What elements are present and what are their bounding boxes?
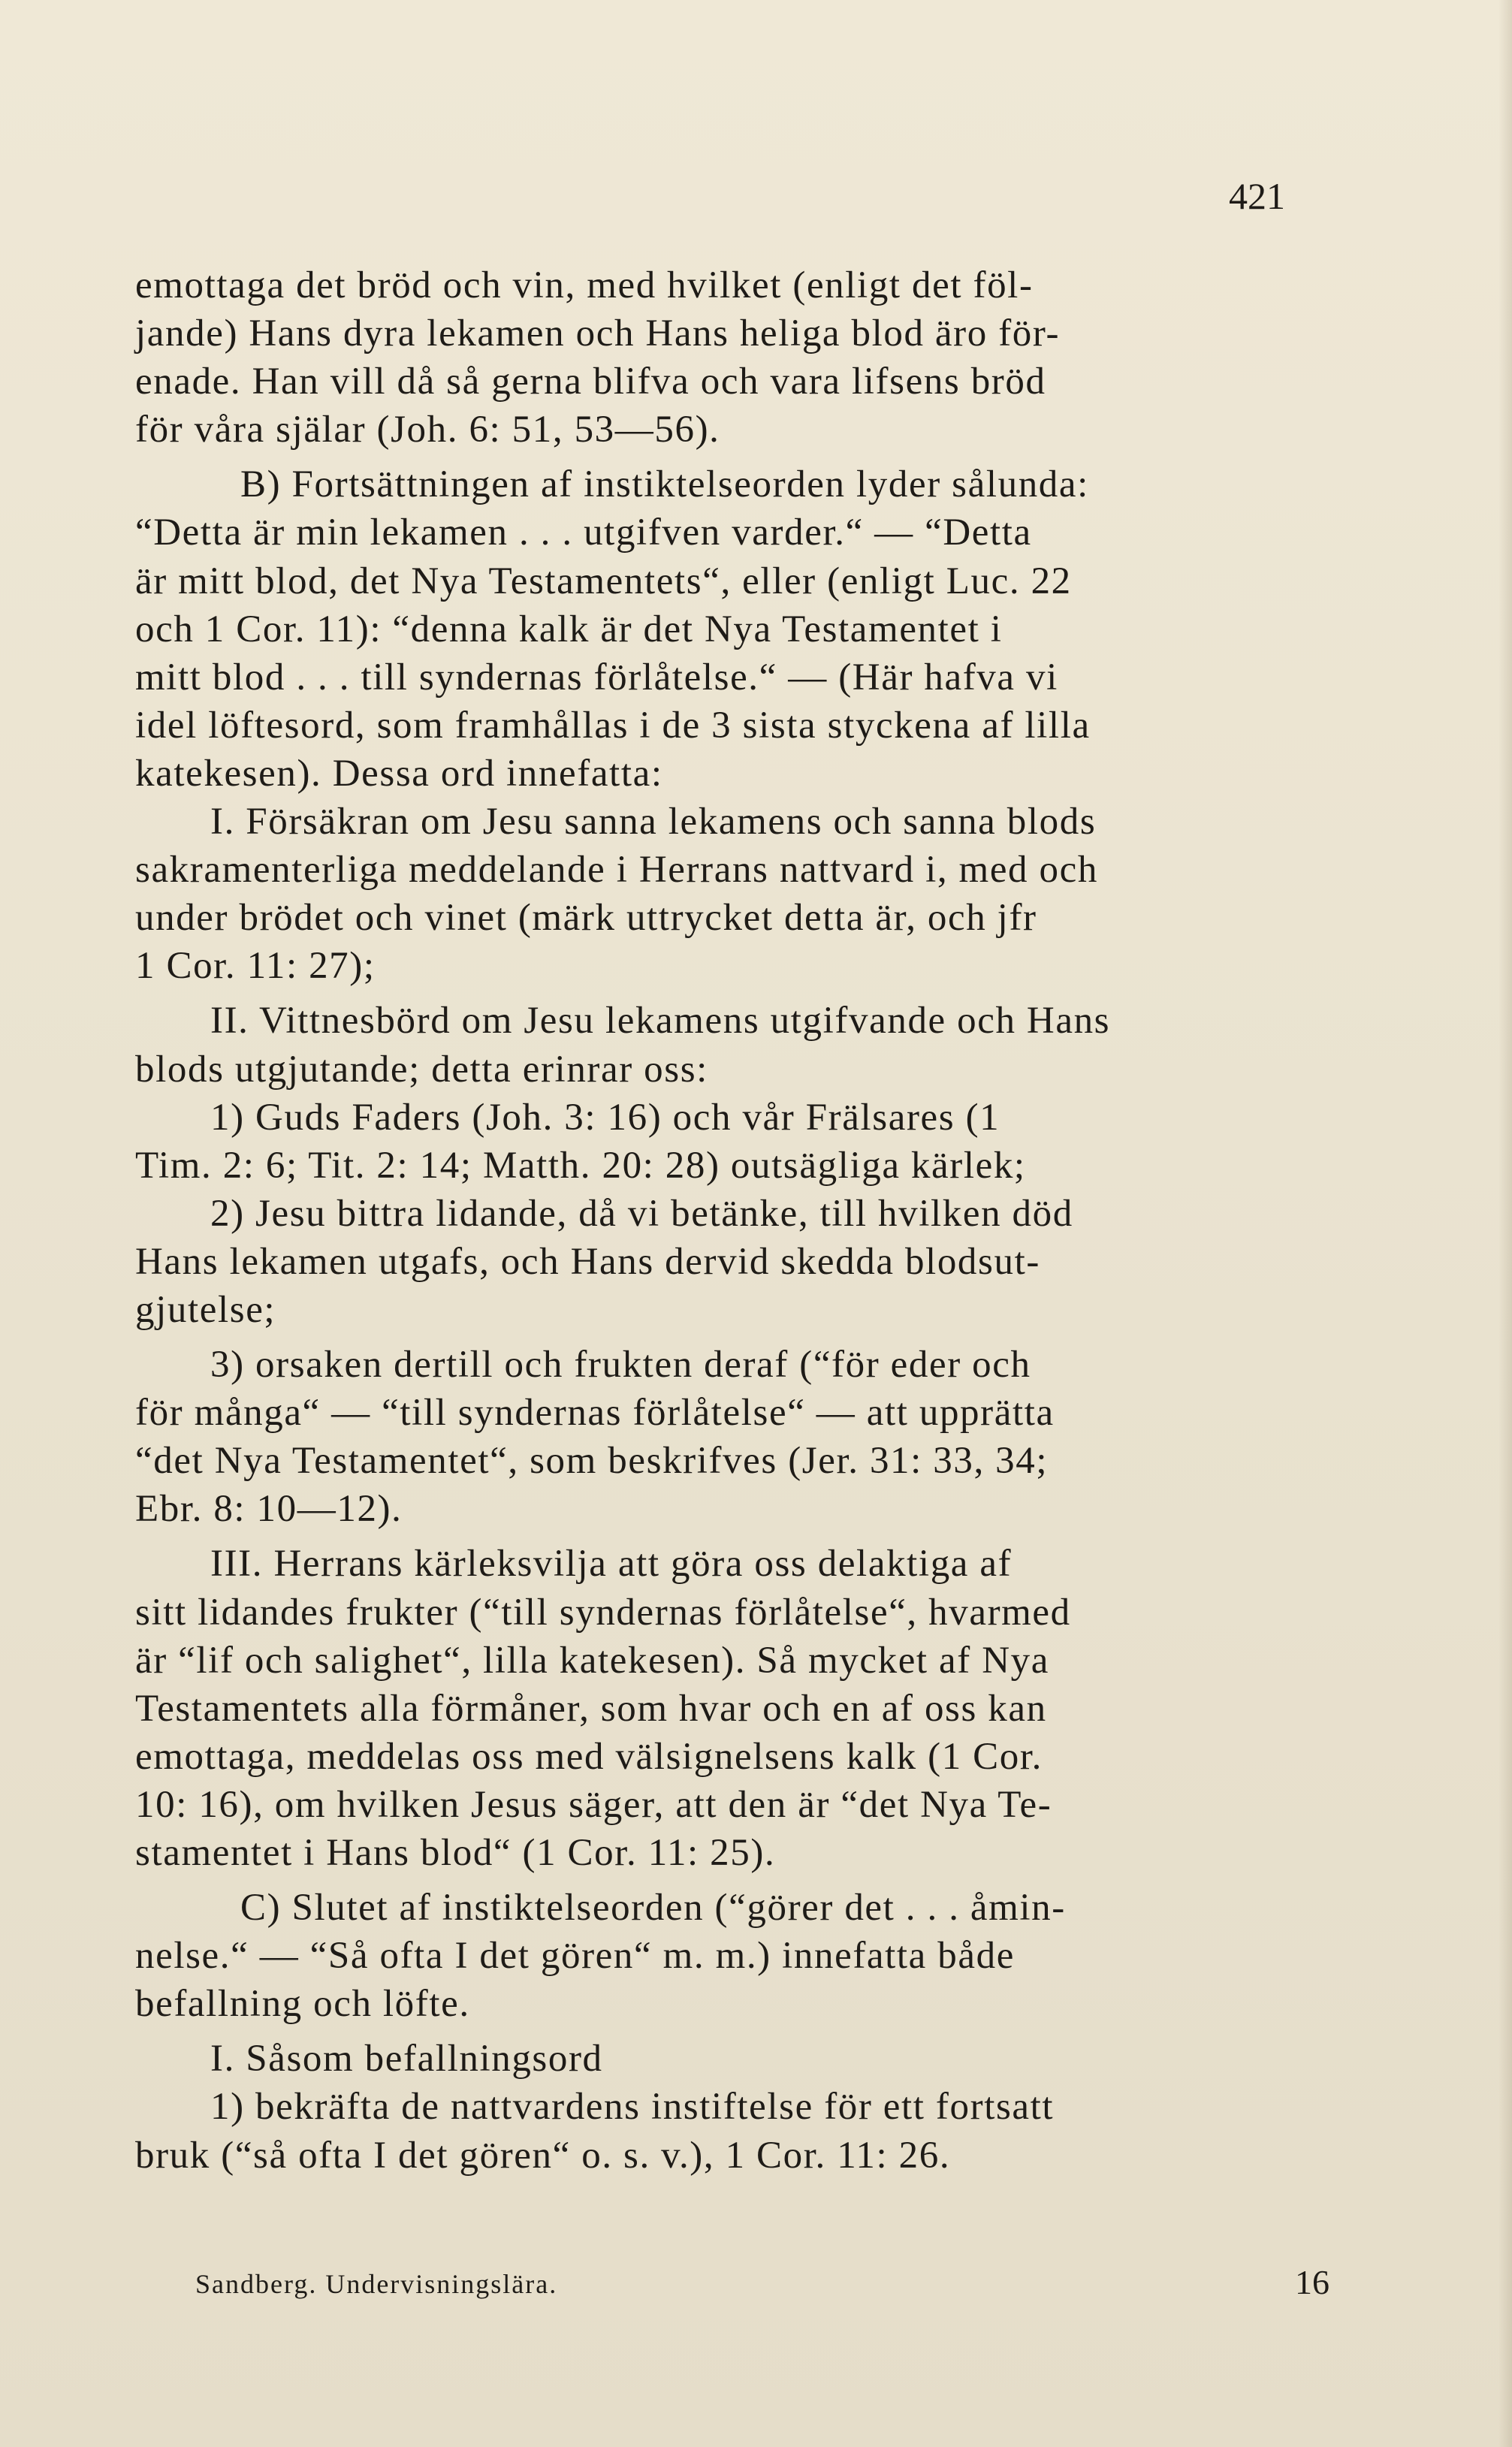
- text-line: idel löftesord, som framhållas i de 3 sista styckena af lilla: [135, 704, 1091, 747]
- text-line: katekesen). Dessa ord innefatta:: [135, 752, 663, 795]
- text-line: befallning och löfte.: [135, 1983, 470, 2026]
- text-line: II. Vittnesbörd om Jesu lekamens utgifvande och Hans: [210, 1000, 1111, 1042]
- text-line: “Detta är min lekamen . . . utgifven varder.“ — “Detta: [135, 511, 1032, 554]
- text-line: för många“ — “till syndernas förlåtelse“ — att upprätta: [135, 1392, 1055, 1435]
- sheet-number: 16: [1295, 2263, 1329, 2301]
- text-line: är mitt blod, det Nya Testamentets“, eller (enligt Luc. 22: [135, 560, 1072, 602]
- text-line: sakramenterliga meddelande i Herrans nattvard i, med och: [135, 849, 1098, 892]
- text-line: Tim. 2: 6; Tit. 2: 14; Matth. 20: 28) outsägliga kärlek;: [135, 1144, 1026, 1187]
- text-line: under brödet och vinet (märk uttrycket detta är, och jfr: [135, 897, 1037, 940]
- text-line: 3) orsaken dertill och frukten deraf (“för eder och: [210, 1344, 1031, 1386]
- text-line: gjutelse;: [135, 1288, 276, 1331]
- printer-signature: Sandberg. Undervisningslära.: [195, 2269, 558, 2299]
- text-line: blods utgjutande; detta erinrar oss:: [135, 1048, 708, 1091]
- body-text: [135, 261, 1329, 2180]
- text-line: bruk (“så ofta I det gören“ o. s. v.), 1 Cor. 11: 26.: [135, 2134, 951, 2177]
- text-line: 1 Cor. 11: 27);: [135, 945, 376, 988]
- text-line: 1) Guds Faders (Joh. 3: 16) och vår Frälsares (1: [210, 1096, 1000, 1139]
- text-line: stamentet i Hans blod“ (1 Cor. 11: 25).: [135, 1832, 776, 1874]
- text-line: är “lif och salighet“, lilla katekesen). Så mycket af Nya: [135, 1639, 1049, 1682]
- text-line: sitt lidandes frukter (“till syndernas förlåtelse“, hvarmed: [135, 1591, 1071, 1634]
- page-number: 421: [1229, 175, 1285, 217]
- text-line: B) Fortsättningen af instiktelseorden lyder sålunda:: [240, 463, 1089, 506]
- text-line: 1) bekräfta de nattvardens instiftelse för ett fortsatt: [210, 2086, 1055, 2129]
- page-footer: [135, 2261, 1329, 2306]
- text-line: I. Såsom befallningsord: [210, 2038, 603, 2080]
- text-line: 2) Jesu bittra lidande, då vi betänke, till hvilken död: [210, 1192, 1073, 1235]
- text-line: nelse.“ — “Så ofta I det gören“ m. m.) innefatta både: [135, 1935, 1015, 1978]
- text-line: Ebr. 8: 10—12).: [135, 1488, 403, 1531]
- text-line: emottaga, meddelas oss med välsignelsens kalk (1 Cor.: [135, 1735, 1043, 1778]
- text-line: emottaga det bröd och vin, med hvilket (enligt det föl-: [135, 264, 1034, 306]
- text-line: “det Nya Testamentet“, som beskrifves (Jer. 31: 33, 34;: [135, 1440, 1049, 1483]
- text-line: 10: 16), om hvilken Jesus säger, att den är “det Nya Te-: [135, 1783, 1052, 1826]
- text-line: III. Herrans kärleksvilja att göra oss delaktiga af: [210, 1543, 1013, 1586]
- text-line: Testamentets alla förmåner, som hvar och en af oss kan: [135, 1687, 1047, 1730]
- page-edge-shadow: [1498, 0, 1512, 2447]
- text-line: mitt blod . . . till syndernas förlåtelse.“ — (Här hafva vi: [135, 656, 1058, 698]
- text-line: för våra själar (Joh. 6: 51, 53—56).: [135, 409, 720, 451]
- text-line: I. Försäkran om Jesu sanna lekamens och sanna blods: [210, 801, 1097, 843]
- text-line: enade. Han vill då så gerna blifva och vara lifsens bröd: [135, 361, 1046, 403]
- text-line: och 1 Cor. 11): “denna kalk är det Nya Testamentet i: [135, 608, 1003, 650]
- text-line: jande) Hans dyra lekamen och Hans heliga blod äro för-: [135, 312, 1061, 355]
- text-line: Hans lekamen utgafs, och Hans dervid skedda blodsut-: [135, 1240, 1040, 1283]
- text-line: C) Slutet af instiktelseorden (“görer det . . . åmin-: [240, 1887, 1066, 1930]
